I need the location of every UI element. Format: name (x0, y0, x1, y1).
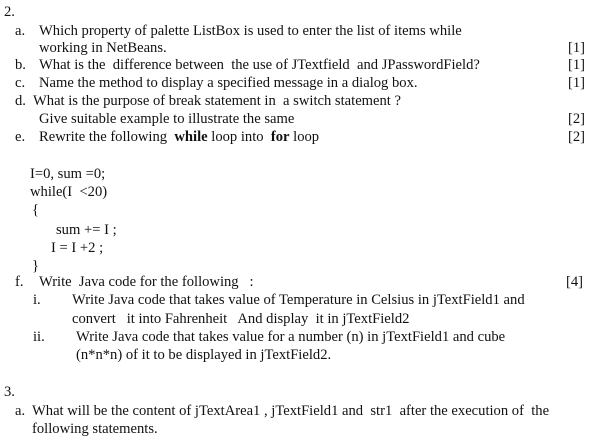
code-line: } (32, 258, 40, 274)
subitem-text: Write Java code that takes value for a number (n) in jTextField1 and cube (76, 329, 506, 345)
item-text: What is the difference between the use of JTextfield and JPasswordField? (39, 57, 480, 73)
item-text-continued: Give suitable example to illustrate the same (39, 111, 295, 127)
marks: [2] (568, 111, 586, 127)
marks: [4] (566, 274, 584, 290)
item-label: c. (15, 75, 26, 91)
subitem-label: i. (33, 292, 41, 308)
item-text-continued: working in NetBeans. (39, 40, 167, 56)
keyword-while: while (174, 129, 208, 145)
subitem-text: Write Java code that takes value of Temperature in Celsius in jTextField1 and (72, 292, 525, 308)
item-label: a. (15, 23, 26, 39)
code-line: { (32, 202, 40, 218)
marks: [1] (568, 75, 586, 91)
keyword-for: for (270, 129, 290, 145)
item-text: Name the method to display a specified message in a dialog box. (39, 75, 418, 91)
item-text-continued: following statements. (32, 421, 158, 437)
item-label: e. (15, 129, 26, 145)
marks: [1] (568, 57, 586, 73)
code-line: I=0, sum =0; (30, 166, 106, 182)
subitem-text-continued: convert it into Fahrenheit And display it in jTextField2 (72, 311, 410, 327)
item-label: b. (15, 57, 26, 73)
question-number: 3. (4, 384, 15, 400)
marks: [2] (568, 129, 586, 145)
subitem-text-continued: (n*n*n) of it to be displayed in jTextField2. (76, 347, 332, 363)
item-label: f. (15, 274, 24, 290)
marks: [1] (568, 40, 586, 56)
item-label: a. (15, 403, 26, 419)
code-line: sum += I ; (56, 222, 117, 238)
item-label: d. (15, 93, 26, 109)
question-number: 2. (4, 4, 15, 20)
item-text: What is the purpose of break statement in a switch statement ? (33, 93, 401, 109)
item-text: Write Java code for the following : (39, 274, 254, 290)
code-line: I = I +2 ; (51, 240, 104, 256)
item-text: What will be the content of jTextArea1 , jTextField1 and str1 after the execution of the (32, 403, 550, 419)
code-line: while(I <20) (30, 184, 108, 200)
subitem-label: ii. (33, 329, 45, 345)
item-text: Which property of palette ListBox is used to enter the list of items while (39, 23, 462, 39)
item-text: Rewrite the following while loop into for loop (39, 129, 320, 145)
